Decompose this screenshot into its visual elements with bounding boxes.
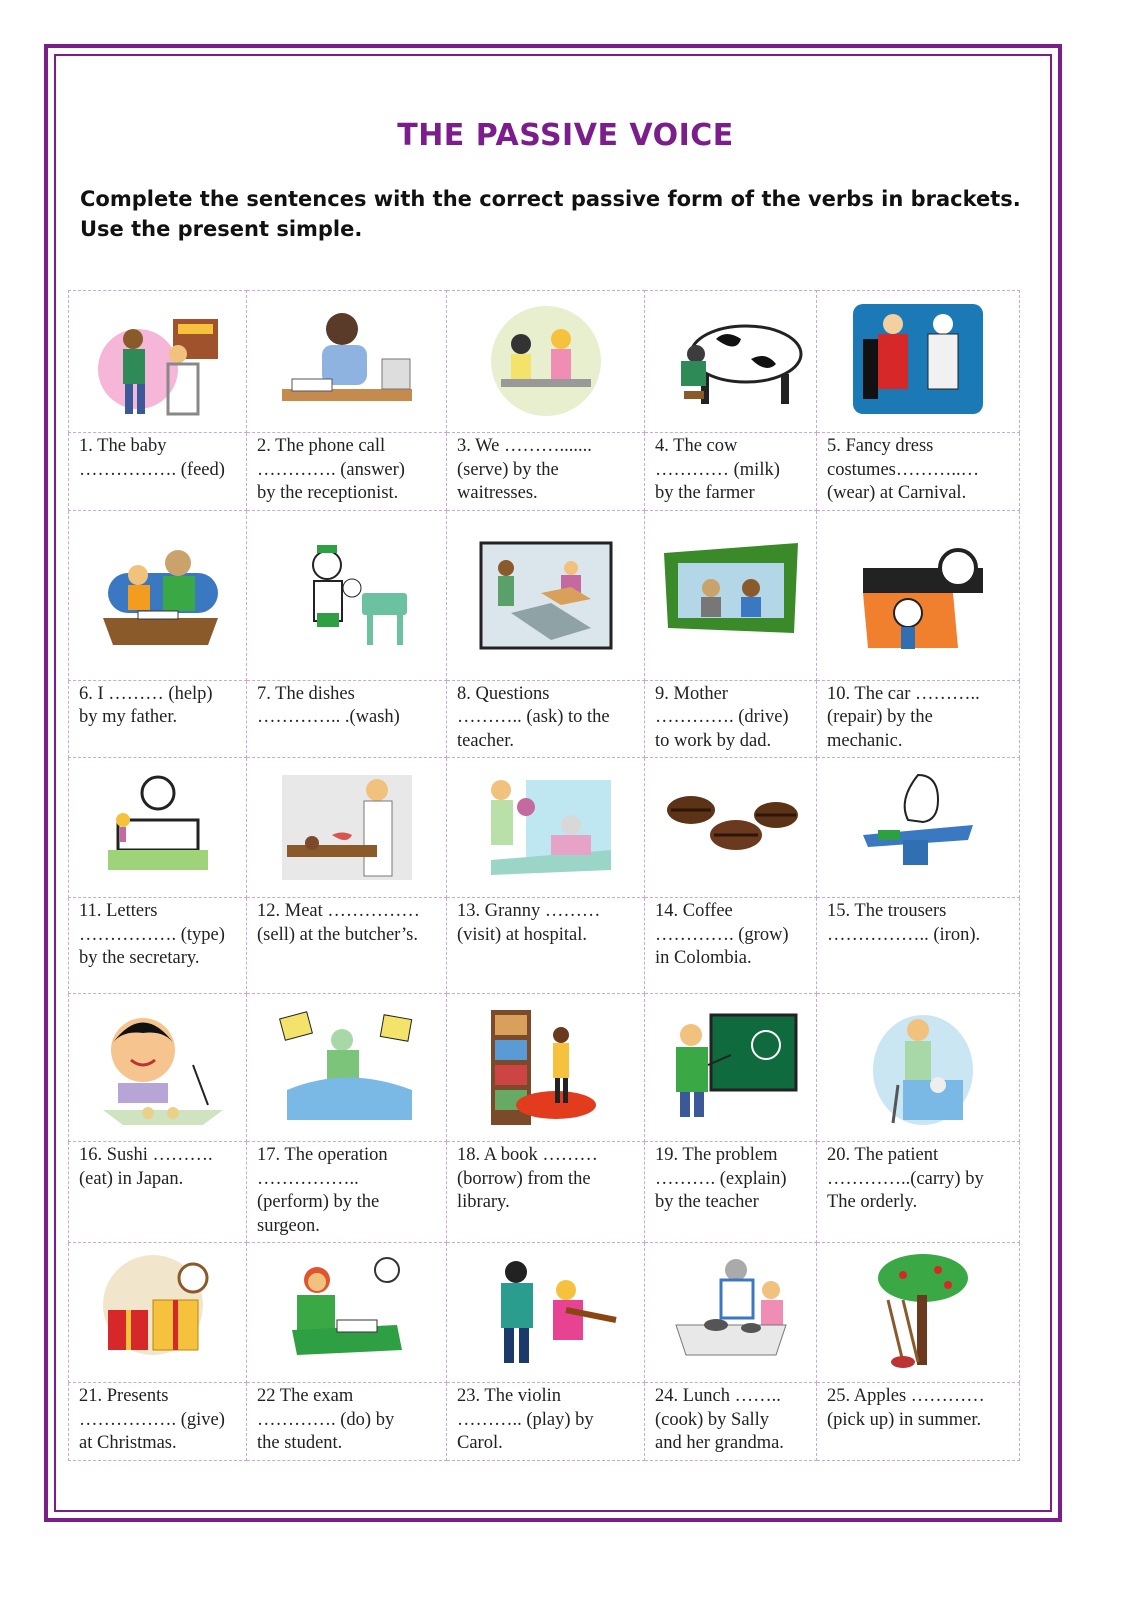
sentence-line: ………… (milk): [655, 459, 780, 480]
illustration-cell: [69, 758, 247, 898]
item-number: 7.: [257, 683, 271, 704]
sentence-cell: [69, 898, 247, 994]
illustration-cell: [247, 291, 447, 433]
sentence-cell: [247, 898, 447, 994]
ironing-image: [817, 765, 1019, 890]
illustration-cell: [645, 291, 817, 433]
sentence-cell: [645, 680, 817, 758]
sentence-cell: [69, 433, 247, 511]
illustration-cell: [69, 510, 247, 680]
sentence-line: library.: [457, 1192, 510, 1212]
sushi-girl-image: [69, 1005, 246, 1130]
item-number: 2.: [257, 436, 271, 456]
sentence-cell: [447, 433, 645, 511]
sentence-row: [69, 1383, 1020, 1461]
receptionist-image: [247, 299, 446, 424]
item-number: 14.: [655, 901, 679, 921]
illustration-cell: [247, 510, 447, 680]
illustration-cell: [645, 758, 817, 898]
sentence-line: and her grandma.: [655, 1433, 784, 1453]
item-number: 21.: [79, 1386, 103, 1406]
sentence-cell: [817, 1383, 1020, 1461]
waitresses-image: [447, 299, 644, 424]
sentence-line: teacher.: [457, 730, 514, 751]
sentence-line: We ……….......: [475, 436, 592, 456]
sentence-line: (pick up) in summer.: [827, 1409, 982, 1430]
sentence-cell: [817, 680, 1020, 758]
sentence-line: Presents: [106, 1386, 169, 1406]
item-number: 25.: [827, 1386, 851, 1406]
sentence-line: The dishes: [275, 683, 355, 704]
sentence-line: Apples …………: [853, 1386, 985, 1406]
sentence-line: The orderly.: [827, 1192, 918, 1212]
sentence-cell: [247, 1142, 447, 1243]
sentence-line: Carol.: [457, 1433, 503, 1453]
student-exam-image: [247, 1250, 446, 1375]
illustration-cell: [447, 758, 645, 898]
illustration-cell: [817, 291, 1020, 433]
illustration-cell: [69, 994, 247, 1142]
sentence-cell: [817, 433, 1020, 511]
picture-row: [69, 994, 1020, 1142]
sentence-line: …………….. (iron).: [827, 924, 981, 945]
sentence-line: Sushi ……….: [106, 1145, 213, 1165]
sentence-line: …………..(carry) by: [827, 1168, 984, 1189]
sentence-cell: [645, 433, 817, 511]
illustration-cell: [645, 1243, 817, 1383]
sentence-line: by the farmer: [655, 483, 755, 503]
sentence-line: The car ………..: [854, 683, 980, 704]
surgeon-operation-image: [247, 1005, 446, 1130]
illustration-cell: [69, 1243, 247, 1383]
picture-row: [69, 510, 1020, 680]
sentence-row: [69, 433, 1020, 511]
sentence-line: (cook) by Sally: [655, 1409, 770, 1430]
violin-lesson-image: [447, 1250, 644, 1375]
item-number: 17.: [257, 1145, 281, 1165]
item-number: 16.: [79, 1145, 103, 1165]
item-number: 11.: [79, 901, 102, 921]
christmas-presents-image: [69, 1250, 246, 1375]
sentence-line: The patient: [854, 1145, 939, 1165]
item-number: 24.: [655, 1386, 679, 1406]
secretary-typing-image: [69, 765, 246, 890]
item-number: 20.: [827, 1145, 851, 1165]
illustration-cell: [817, 510, 1020, 680]
sentence-line: ……………. (feed): [79, 459, 225, 480]
sentence-line: by my father.: [79, 707, 178, 727]
sentence-line: Mother: [673, 683, 728, 704]
sentence-cell: [69, 1142, 247, 1243]
instructions: Complete the sentences with the correct passive form of the verbs in brackets. Use the present simple.: [80, 187, 1021, 241]
sentence-line: The baby: [97, 436, 167, 456]
car-driving-image: [645, 533, 816, 658]
exercise-grid: [68, 290, 1019, 1461]
item-number: 3.: [457, 436, 471, 456]
sentence-line: Lunch ……..: [682, 1386, 781, 1406]
sentence-row: [69, 898, 1020, 994]
sentence-cell: [247, 433, 447, 511]
sentence-line: (borrow) from the: [457, 1168, 591, 1189]
sentence-line: ………….. .(wash): [257, 707, 400, 727]
illustration-cell: [247, 994, 447, 1142]
item-number: 8.: [457, 683, 471, 704]
sentence-line: Letters: [106, 901, 158, 921]
sentence-line: (visit) at hospital.: [457, 924, 587, 945]
item-number: 12.: [257, 901, 281, 921]
sentence-line: ……….. (play) by: [457, 1409, 594, 1430]
illustration-cell: [247, 1243, 447, 1383]
illustration-cell: [69, 291, 247, 433]
item-number: 10.: [827, 683, 851, 704]
sentence-line: (eat) in Japan.: [79, 1168, 184, 1189]
sentence-line: (sell) at the butcher’s.: [257, 924, 418, 945]
sentence-line: …………. (grow): [655, 924, 789, 945]
sentence-line: Questions: [475, 683, 550, 704]
item-number: 19.: [655, 1145, 679, 1165]
sentence-cell: [645, 898, 817, 994]
item-number: 15.: [827, 901, 851, 921]
item-number: 6.: [79, 683, 93, 704]
picture-row: [69, 758, 1020, 898]
sentence-line: …………. (do) by: [257, 1409, 395, 1430]
sentence-line: (wear) at Carnival.: [827, 483, 967, 503]
item-number: 5.: [827, 436, 841, 456]
sentence-line: by the secretary.: [79, 948, 200, 968]
item-number: 9.: [655, 683, 669, 704]
sentence-line: (serve) by the: [457, 459, 559, 480]
item-number: 4.: [655, 436, 669, 456]
father-helping-image: [69, 533, 246, 658]
sentence-line: The violin: [484, 1386, 561, 1406]
sentence-line: …………. (drive): [655, 707, 789, 727]
dishwashing-image: [247, 533, 446, 658]
sentence-cell: [447, 1142, 645, 1243]
carnival-costumes-image: [817, 299, 1019, 424]
sentence-line: ……………. (type): [79, 924, 225, 945]
illustration-cell: [447, 994, 645, 1142]
item-number: 22: [257, 1386, 276, 1406]
sentence-line: The phone call: [275, 436, 386, 456]
item-number: 13.: [457, 901, 481, 921]
baby-feeding-image: [69, 299, 246, 424]
sentence-cell: [69, 680, 247, 758]
sentence-cell: [645, 1142, 817, 1243]
sentence-line: The trousers: [854, 901, 947, 921]
sentence-line: ……….. (ask) to the: [457, 707, 610, 727]
sentence-cell: [447, 1383, 645, 1461]
sentence-line: ……………..: [257, 1168, 359, 1189]
butcher-image: [247, 765, 446, 890]
illustration-cell: [645, 994, 817, 1142]
classroom-image: [447, 533, 644, 658]
hospital-visit-image: [447, 765, 644, 890]
sentence-line: to work by dad.: [655, 730, 772, 751]
sentence-line: (repair) by the: [827, 707, 933, 727]
coffee-beans-image: [645, 765, 816, 890]
farmer-milking-cow-image: [645, 299, 816, 424]
item-number: 1.: [79, 436, 93, 456]
sentence-line: The exam: [279, 1386, 354, 1406]
picture-row: [69, 1243, 1020, 1383]
sentence-line: Meat ……………: [284, 901, 420, 921]
sentence-row: [69, 1142, 1020, 1243]
teacher-blackboard-image: [645, 1005, 816, 1130]
illustration-cell: [447, 510, 645, 680]
sentence-cell: [247, 1383, 447, 1461]
illustration-cell: [447, 1243, 645, 1383]
sentence-cell: [645, 1383, 817, 1461]
illustration-cell: [817, 994, 1020, 1142]
sentence-cell: [247, 680, 447, 758]
sentence-line: mechanic.: [827, 730, 903, 751]
illustration-cell: [247, 758, 447, 898]
sentence-line: surgeon.: [257, 1215, 320, 1236]
illustration-cell: [817, 758, 1020, 898]
sentence-line: Coffee: [682, 901, 733, 921]
sentence-line: Granny ………: [484, 901, 601, 921]
apple-picking-image: [817, 1250, 1019, 1375]
sentence-line: The operation: [284, 1145, 388, 1165]
sentence-cell: [447, 898, 645, 994]
sentence-line: (perform) by the: [257, 1192, 380, 1212]
page-title: THE PASSIVE VOICE: [397, 118, 734, 153]
sentence-line: by the receptionist.: [257, 483, 399, 503]
sentence-cell: [817, 1142, 1020, 1243]
sentence-line: the student.: [257, 1433, 343, 1453]
sentence-line: costumes………..…: [827, 459, 980, 480]
library-image: [447, 1005, 644, 1130]
sentence-line: I ……… (help): [97, 683, 213, 704]
mechanic-image: [817, 533, 1019, 658]
sentence-line: at Christmas.: [79, 1433, 177, 1453]
sentence-line: waitresses.: [457, 483, 538, 503]
orderly-patient-image: [817, 1005, 1019, 1130]
cooking-lunch-image: [645, 1250, 816, 1375]
sentence-line: by the teacher: [655, 1192, 759, 1212]
sentence-cell: [817, 898, 1020, 994]
sentence-cell: [447, 680, 645, 758]
picture-row: [69, 291, 1020, 433]
illustration-cell: [447, 291, 645, 433]
sentence-line: Fancy dress: [845, 436, 934, 456]
item-number: 18.: [457, 1145, 481, 1165]
sentence-line: The cow: [673, 436, 738, 456]
sentence-line: ……………. (give): [79, 1409, 225, 1430]
sentence-cell: [69, 1383, 247, 1461]
sentence-line: in Colombia.: [655, 948, 752, 968]
illustration-cell: [817, 1243, 1020, 1383]
illustration-cell: [645, 510, 817, 680]
sentence-line: A book ………: [483, 1145, 598, 1165]
sentence-line: …………. (answer): [257, 459, 405, 480]
sentence-line: ………. (explain): [655, 1168, 787, 1189]
sentence-line: The problem: [682, 1145, 778, 1165]
sentence-row: [69, 680, 1020, 758]
item-number: 23.: [457, 1386, 481, 1406]
